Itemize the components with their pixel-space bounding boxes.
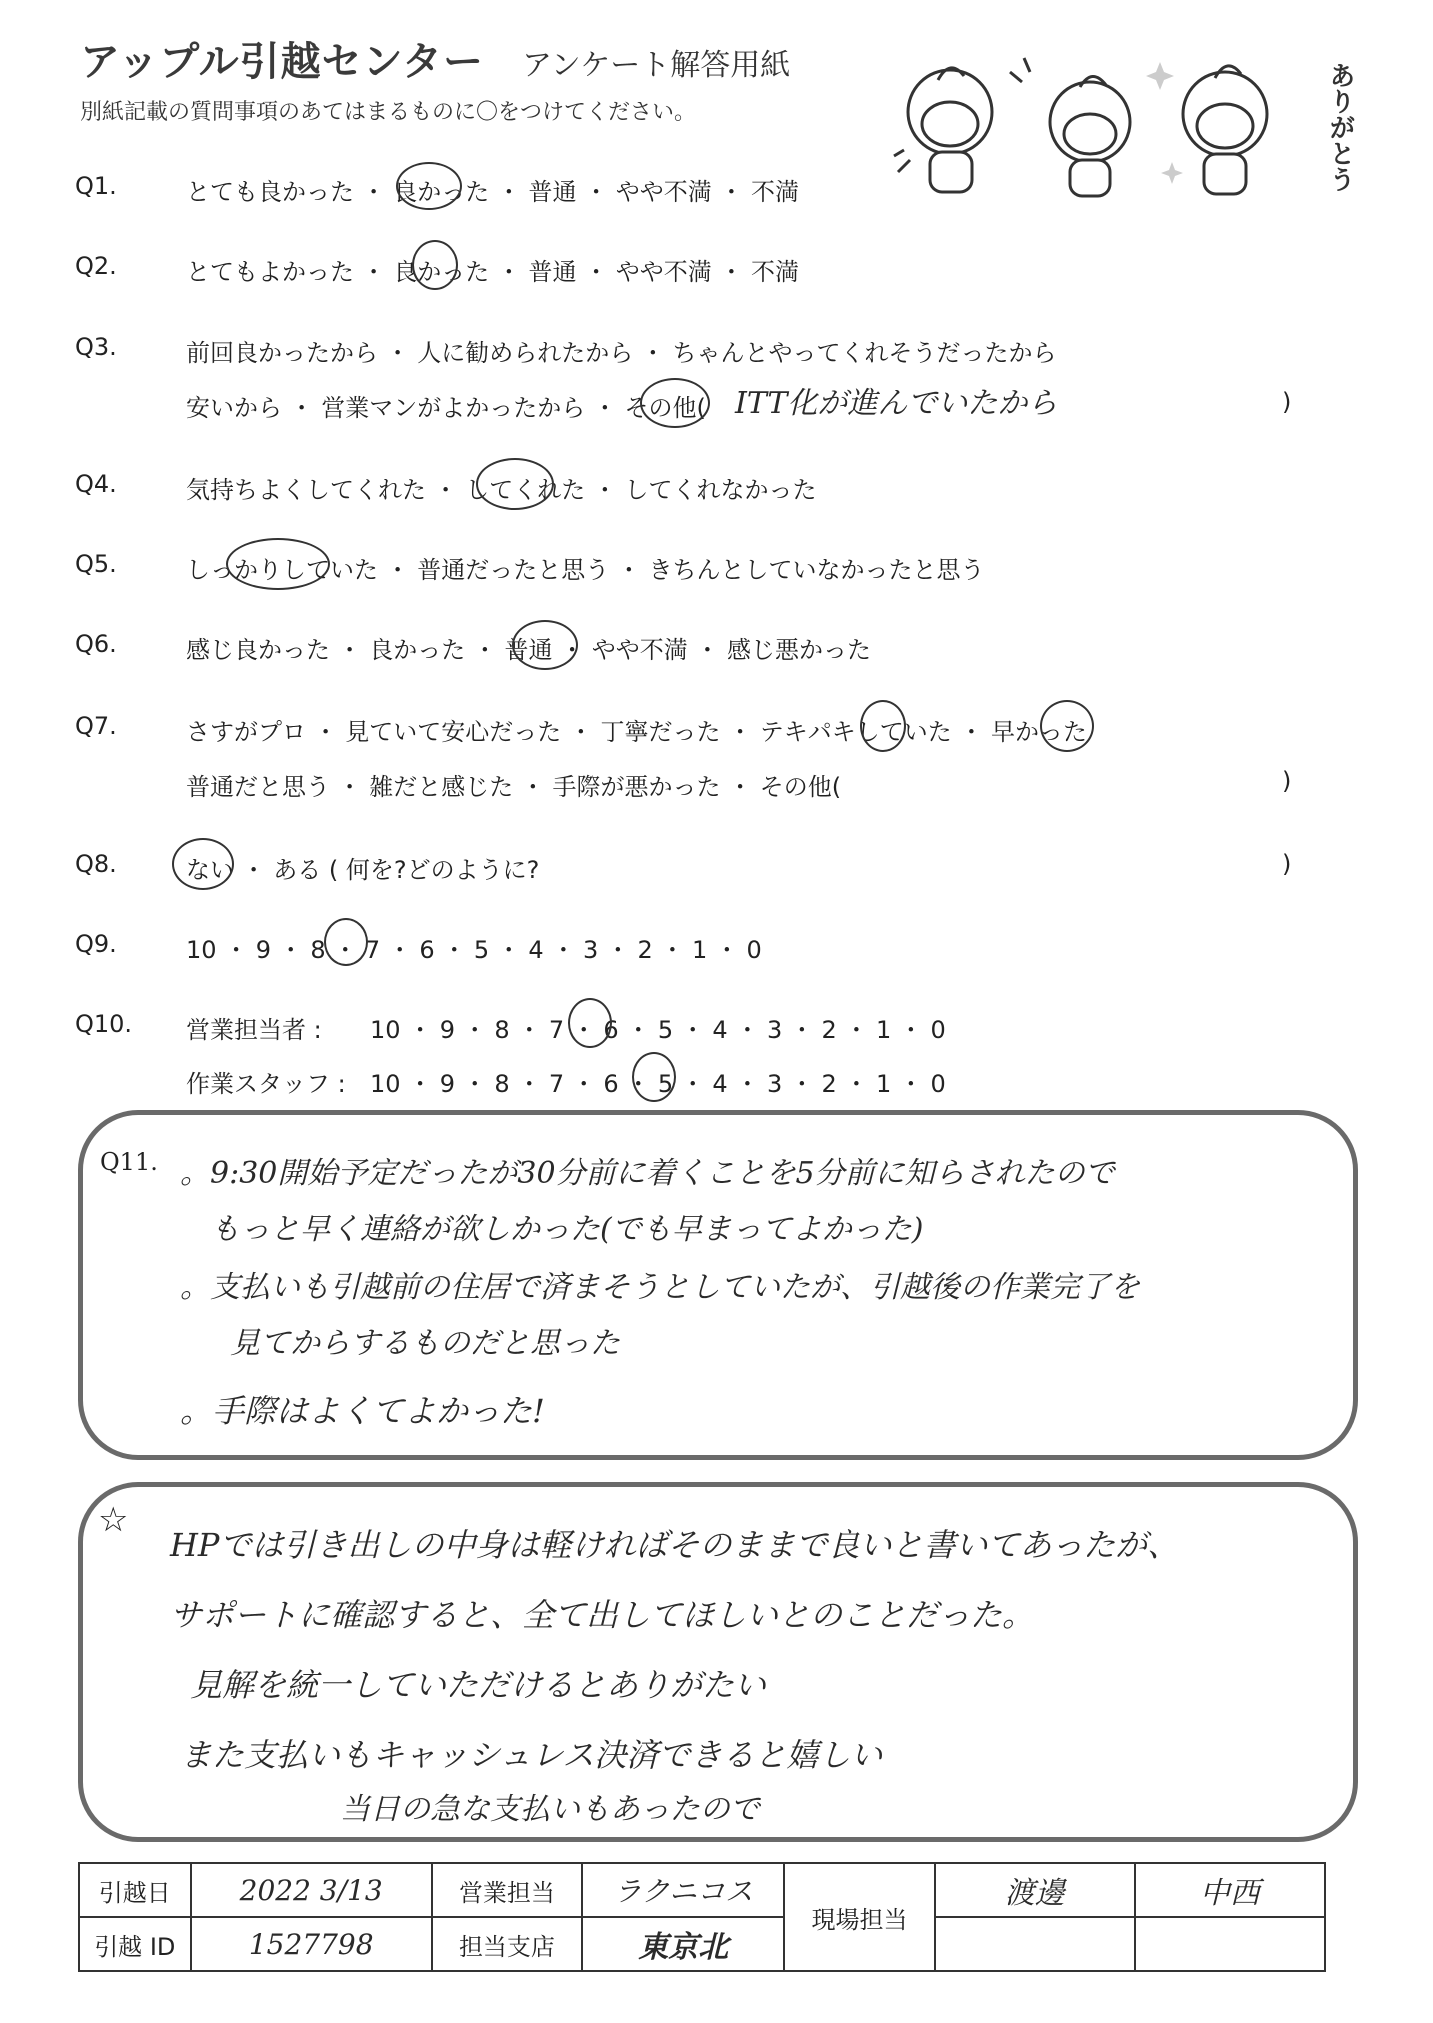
q7-options-line2: 普通だと思う ・ 雑だと感じた ・ 手際が悪かった ・ その他( — [186, 773, 842, 801]
q3-other-handwritten: ITT化が進んでいたから — [735, 386, 1058, 421]
q11-line-1: 。9:30開始予定だったが30分前に着くことを5分前に知らされたので — [180, 1156, 1115, 1191]
q2-label: Q2. — [75, 252, 117, 280]
q3-selection-circle — [640, 378, 710, 428]
form-instruction: 別紙記載の質問事項のあてはまるものに〇をつけてください。 — [80, 100, 697, 125]
q9-label: Q9. — [75, 930, 117, 958]
q7-selection-circle-1 — [860, 700, 906, 752]
q5-options: しっかりしていた ・ 普通だったと思う ・ きちんとしていなかったと思う — [186, 556, 985, 584]
q10-sales-selection-circle — [568, 998, 612, 1048]
form-title: アップル引越センター — [80, 39, 484, 85]
q3-options-line2: 安いから ・ 営業マンがよかったから ・ その他( — [186, 394, 706, 422]
site-staff-2: 中西 — [1135, 1863, 1325, 1917]
thanks-text: ありがとう — [1325, 62, 1355, 192]
site-staff-empty-1 — [935, 1917, 1135, 1971]
q8-selection-circle — [172, 838, 234, 890]
monkey-right-icon — [1183, 66, 1267, 194]
move-id-value: 1527798 — [191, 1917, 432, 1971]
branch-value: 東京北 — [582, 1917, 784, 1971]
free-comment-line-4: また支払いもキャッシュレス決済できると嬉しい — [180, 1736, 883, 1774]
site-label: 現場担当 — [784, 1863, 934, 1971]
q10-sales-scale: 10 ・ 9 ・ 8 ・ 7 ・ 6 ・ 5 ・ 4 ・ 3 ・ 2 ・ 1 ・ 0 — [370, 1016, 946, 1044]
q7-options-line1: さすがプロ ・ 見ていて安心だった ・ 丁寧だった ・ テキパキしていた ・ 早かった — [186, 718, 1088, 746]
form-subtitle: アンケート解答用紙 — [522, 48, 791, 83]
q2-selection-circle — [412, 240, 458, 290]
q10-sales-label: 営業担当者 : — [186, 1016, 322, 1044]
sales-value: ラクニコス — [582, 1863, 784, 1917]
q10-staff-selection-circle — [632, 1052, 676, 1102]
q2-options: とてもよかった ・ 良かった ・ 普通 ・ やや不満 ・ 不満 — [186, 258, 800, 286]
q7-label: Q7. — [75, 712, 117, 740]
move-date-value: 2022 3/13 — [191, 1863, 432, 1917]
q1-label: Q1. — [75, 172, 117, 200]
q7-selection-circle-2 — [1040, 700, 1094, 752]
site-staff-empty-2 — [1135, 1917, 1325, 1971]
q4-options: 気持ちよくしてくれた ・ してくれた ・ してくれなかった — [186, 476, 817, 504]
q6-label: Q6. — [75, 630, 117, 658]
q11-label: Q11. — [100, 1148, 158, 1176]
free-comment-line-5: 当日の急な支払いもあったので — [340, 1792, 760, 1827]
q11-line-5: 。手際はよくてよかった! — [180, 1392, 545, 1430]
q6-selection-circle — [512, 620, 578, 670]
q3-label: Q3. — [75, 333, 117, 361]
q11-line-3: 。支払いも引越前の住居で済まそうとしていたが、引越後の作業完了を — [180, 1270, 1140, 1305]
q10-label: Q10. — [75, 1010, 133, 1038]
q10-staff-label: 作業スタッフ : — [186, 1070, 346, 1098]
sales-label: 営業担当 — [432, 1863, 582, 1917]
monkey-mascots-illustration — [890, 42, 1320, 207]
q7-close-paren: ) — [1282, 767, 1292, 795]
branch-label: 担当支店 — [432, 1917, 582, 1971]
star-icon: ☆ — [98, 1500, 129, 1540]
q10-staff-scale: 10 ・ 9 ・ 8 ・ 7 ・ 6 ・ 5 ・ 4 ・ 3 ・ 2 ・ 1 ・ 0 — [370, 1070, 946, 1098]
q11-line-2: もっと早く連絡が欲しかった(でも早まってよかった) — [210, 1212, 924, 1247]
free-comment-line-3: 見解を統一していただけるとありがたい — [190, 1666, 767, 1704]
monkey-left-icon — [894, 68, 992, 192]
q9-scale: 10 ・ 9 ・ 8 ・ 7 ・ 6 ・ 5 ・ 4 ・ 3 ・ 2 ・ 1 ・ 0 — [186, 936, 762, 964]
move-date-label: 引越日 — [79, 1863, 191, 1917]
free-comment-line-1: HPでは引き出しの中身は軽ければそのままで良いと書いてあったが、 — [170, 1526, 1180, 1564]
q4-selection-circle — [476, 458, 554, 510]
q8-label: Q8. — [75, 850, 117, 878]
q1-selection-circle — [396, 162, 462, 210]
q6-options: 感じ良かった ・ 良かった ・ 普通 ・ やや不満 ・ 感じ悪かった — [186, 636, 872, 664]
free-comment-line-2: サポートに確認すると、全て出してほしいとのことだった。 — [170, 1596, 1035, 1634]
q8-options: ない ・ ある ( 何を?どのように? — [186, 856, 540, 884]
monkey-center-icon — [1010, 58, 1130, 196]
q9-selection-circle — [324, 918, 368, 966]
move-id-label: 引越 ID — [79, 1917, 191, 1971]
q11-line-4: 見てからするものだと思った — [230, 1326, 620, 1361]
q5-selection-circle — [226, 538, 330, 590]
q5-label: Q5. — [75, 550, 117, 578]
site-staff-1: 渡邊 — [935, 1863, 1135, 1917]
q3-close-paren: ) — [1282, 388, 1292, 416]
q3-options-line1: 前回良かったから ・ 人に勧められたから ・ ちゃんとやってくれそうだったから — [186, 339, 1057, 367]
q8-close-paren: ) — [1282, 850, 1292, 878]
q1-options: とても良かった ・ 良かった ・ 普通 ・ やや不満 ・ 不満 — [186, 178, 800, 206]
sparkle-icon — [1146, 62, 1183, 184]
q4-label: Q4. — [75, 470, 117, 498]
move-info-table — [78, 1862, 1326, 1972]
